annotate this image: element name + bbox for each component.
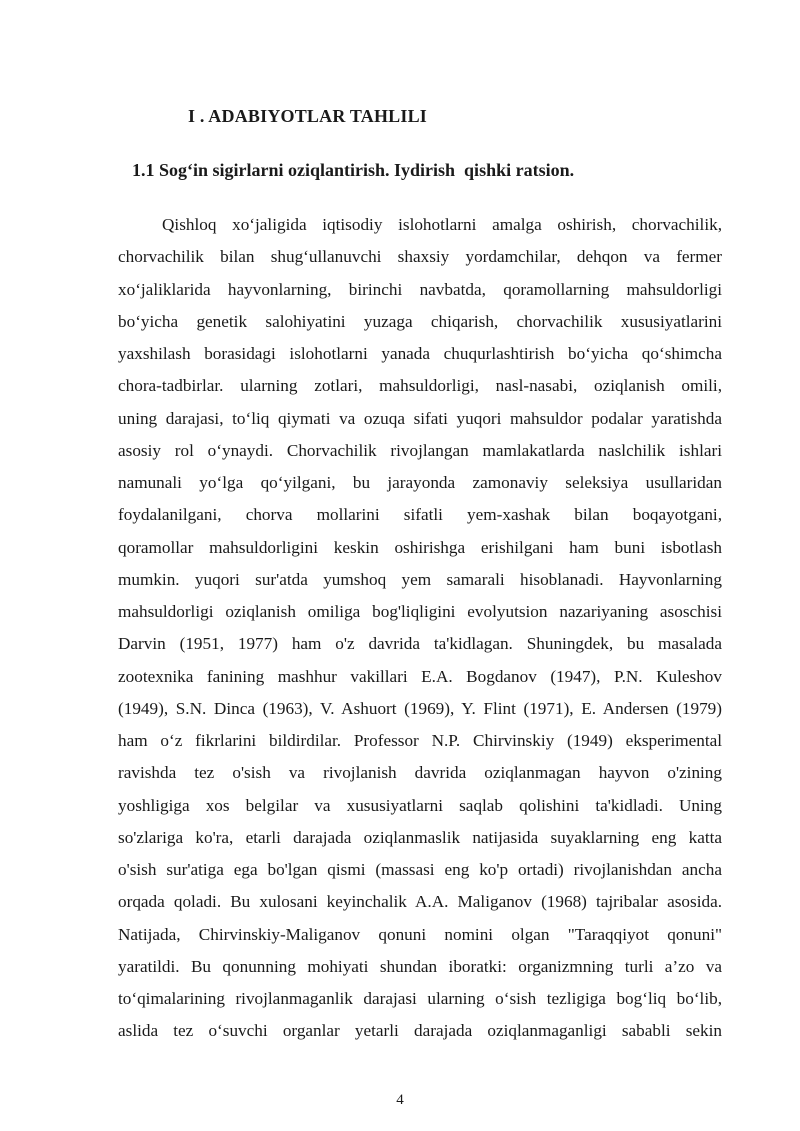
paragraph-line: zootexnika fanining mashhur vakillari E.A. Bogdanov (1947), P.N. Kuleshov	[118, 666, 722, 686]
chapter-title: I . ADABIYOTLAR TAHLILI	[188, 106, 427, 126]
paragraph-line: xo‘jaliklarida hayvonlarning, birinchi navbatda, qoramollarning mahsuldorligi	[118, 279, 722, 299]
paragraph-line: namunali yo‘lga qo‘yilgani, bu jarayonda zamonaviy seleksiya usullaridan	[118, 473, 722, 492]
page-number: 4	[396, 1092, 404, 1108]
paragraph-line: yoshligiga xos belgilar va xususiyatlarni saqlab qolishini ta'kidladi. Uning	[118, 795, 722, 815]
paragraph-line: chora-tadbirlar. ularning zotlari, mahsuldorligi, nasl-nasabi, oziqlanish omili,	[118, 376, 722, 396]
paragraph-line: qoramollar mahsuldorligini keskin oshirishga erishilgani ham buni isbotlash	[118, 537, 722, 557]
paragraph-line: mumkin. yuqori sur'atda yumshoq yem samarali hisoblanadi. Hayvonlarning	[118, 569, 722, 589]
section-title: 1.1 Sog‘in sigirlarni oziqlantirish. Iydirish qishki ratsion.	[132, 160, 575, 180]
paragraph-line: aslida tez o‘suvchi organlar yetarli darajada oziqlanmaganligi sababli sekin	[118, 1021, 722, 1041]
paragraph-line: foydalanilgani, chorva mollarini sifatli yem-xashak bilan boqayotgani,	[118, 505, 722, 525]
paragraph-line: ham o‘z fikrlarini bildirdilar. Professor N.P. Chirvinskiy (1949) eksperimental	[118, 731, 722, 750]
paragraph-line: Natijada, Chirvinskiy-Maliganov qonuni nomini olgan "Taraqqiyot qonuni"	[118, 924, 722, 944]
paragraph-line: orqada qoladi. Bu xulosani keyinchalik A.A. Maliganov (1968) tajribalar asosida.	[118, 892, 722, 912]
paragraph-line: yaxshilash borasidagi islohotlarni yanada chuqurlashtirish bo‘yicha qo‘shimcha	[118, 344, 722, 363]
paragraph-line: bo‘yicha genetik salohiyatini yuzaga chiqarish, chorvachilik xususiyatlarini	[118, 311, 722, 331]
paragraph-line: ravishda tez o'sish va rivojlanish davrida oziqlanmagan hayvon o'zining	[118, 763, 722, 783]
paragraph-line: (1949), S.N. Dinca (1963), V. Ashuort (1969), Y. Flint (1971), E. Andersen (1979)	[118, 698, 722, 718]
paragraph-line: mahsuldorligi oziqlanish omiliga bog'liqligini evolyutsion nazariyaning asoschisi	[118, 602, 722, 621]
paragraph-line: o'sish sur'atiga ega bo'lgan qismi (massasi eng ko'p ortadi) rivojlanishdan ancha	[118, 860, 722, 879]
paragraph-line: yaratildi. Bu qonunning mohiyati shundan iboratki: organizmning turli a’zo va	[118, 956, 722, 976]
body-paragraph	[118, 209, 722, 1048]
paragraph-line: chorvachilik bilan shug‘ullanuvchi shaxsiy yordamchilar, dehqon va fermer	[118, 247, 722, 267]
paragraph-line: Qishloq xo‘jaligida iqtisodiy islohotlarni amalga oshirish, chorvachilik,	[162, 215, 722, 234]
paragraph-line: uning darajasi, to‘liq qiymati va ozuqa sifati yuqori mahsuldor podalar yaratishda	[118, 408, 722, 428]
paragraph-line: so'zlariga ko'ra, etarli darajada oziqlanmaslik natijasida suyaklarning eng katta	[118, 827, 722, 847]
paragraph-line: asosiy rol o‘ynaydi. Chorvachilik rivojlangan mamlakatlarda naslchilik ishlari	[118, 440, 722, 460]
paragraph-line: Darvin (1951, 1977) ham o'z davrida ta'kidlagan. Shuningdek, bu masalada	[118, 634, 722, 654]
paragraph-line: to‘qimalarining rivojlanmaganlik darajasi ularning o‘sish tezligiga bog‘liq bo‘lib,	[118, 989, 722, 1008]
